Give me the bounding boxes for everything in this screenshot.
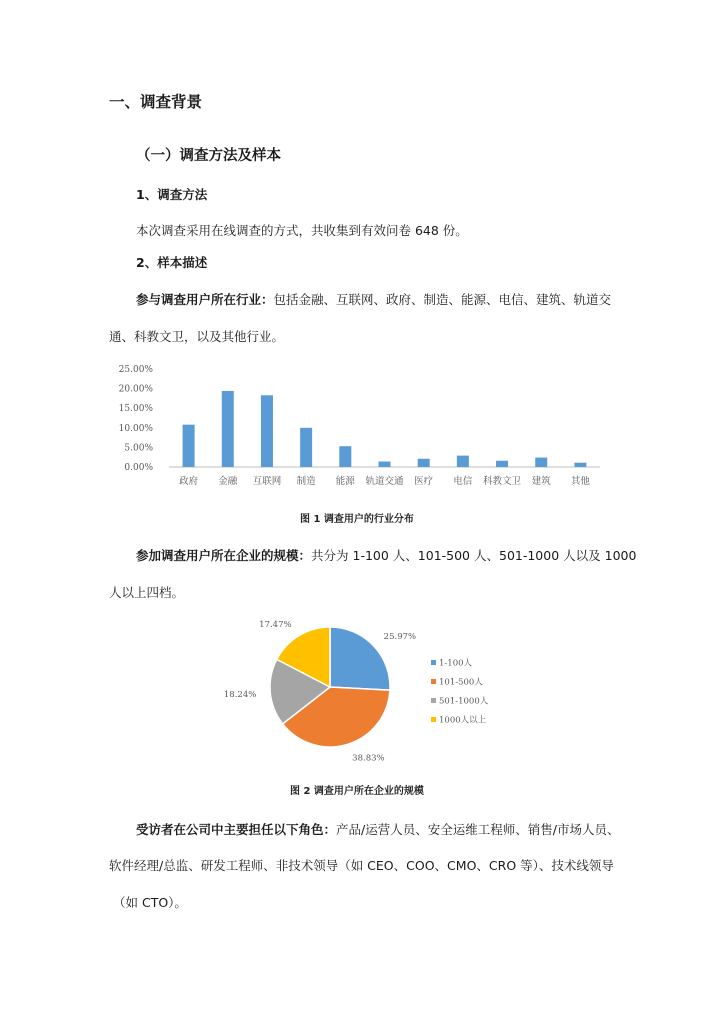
bar — [379, 462, 391, 467]
method-heading: 1、调查方法 — [136, 187, 208, 202]
x-tick-label: 建筑 — [531, 476, 551, 487]
pie-data-label: 38.83% — [352, 753, 385, 764]
legend-label: 1-100人 — [439, 658, 473, 669]
bar — [457, 456, 469, 467]
y-tick-label: 25.00% — [118, 365, 153, 375]
role-paragraph-line1 — [136, 820, 619, 838]
figure1-caption: 图 1 调查用户的行业分布 — [300, 514, 414, 525]
bar — [496, 461, 508, 467]
role-paragraph-line2: 软件经理/总监、研发工程师、非技术领导（如 CEO、COO、CMO、CRO 等）、技术线领导 — [109, 858, 614, 873]
legend-label: 1000人以上 — [439, 715, 487, 726]
x-tick-label: 金融 — [218, 476, 238, 487]
industry-label: 参与调查用户所在行业： — [136, 292, 274, 307]
pie-data-label: 18.24% — [223, 689, 257, 700]
legend-label: 101-500人 — [439, 677, 483, 688]
x-tick-label: 政府 — [179, 476, 199, 487]
y-tick-label: 15.00% — [118, 404, 153, 415]
industry-text: 包括金融、互联网、政府、制造、能源、电信、建筑、轨道交 — [273, 292, 612, 307]
x-tick-label: 医疗 — [414, 476, 434, 487]
sample-heading: 2、样本描述 — [136, 255, 208, 270]
y-tick-label: 0.00% — [124, 463, 153, 473]
bar — [418, 459, 430, 467]
pie-slice — [330, 627, 390, 690]
x-tick-label: 制造 — [296, 476, 316, 487]
scale-paragraph-line2: 人以上四档。 — [109, 585, 185, 600]
x-tick-label: 互联网 — [252, 476, 282, 487]
legend-swatch — [431, 660, 436, 665]
pie-data-label: 17.47% — [259, 619, 292, 630]
x-tick-label: 能源 — [335, 476, 355, 487]
x-tick-label: 科教文卫 — [483, 476, 522, 487]
bar — [574, 463, 586, 467]
role-label: 受访者在公司中主要担任以下角色： — [136, 822, 337, 837]
section-heading: 一、调查背景 — [109, 93, 203, 111]
x-tick-label: 电信 — [453, 476, 473, 487]
pie-data-label: 25.97% — [383, 632, 417, 643]
legend-label: 501-1000人 — [439, 696, 489, 707]
legend-swatch — [431, 679, 436, 684]
x-tick-label: 轨道交通 — [365, 476, 404, 487]
x-tick-label: 其他 — [570, 476, 590, 487]
y-tick-label: 20.00% — [118, 384, 153, 395]
bar — [300, 428, 312, 467]
scale-label: 参加调查用户所在企业的规模： — [136, 548, 312, 563]
bar — [535, 458, 547, 467]
scale-text: 共分为 1-100 人、101-500 人、501-1000 人以及 1000 — [311, 548, 637, 563]
bar — [339, 446, 351, 467]
legend-swatch — [431, 698, 436, 703]
role-paragraph-line3: （如 CTO）。 — [113, 895, 187, 910]
y-tick-label: 10.00% — [118, 423, 153, 434]
role-text: 产品/运营人员、安全运维工程师、销售/市场人员、 — [336, 822, 620, 837]
bar — [261, 395, 273, 467]
industry-bar-chart — [112, 358, 612, 498]
scale-paragraph-line1 — [136, 546, 636, 564]
bar — [222, 391, 234, 467]
legend-swatch — [431, 717, 436, 722]
figure2-caption: 图 2 调查用户所在企业的规模 — [290, 786, 424, 797]
company-size-pie-chart — [223, 615, 500, 765]
industry-paragraph-line1 — [136, 290, 611, 308]
subsection-heading: （一）调查方法及样本 — [136, 148, 281, 164]
y-tick-label: 5.00% — [124, 443, 153, 454]
method-paragraph: 本次调查采用在线调查的方式，共收集到有效问卷 648 份。 — [136, 223, 468, 238]
industry-paragraph-line2: 通、科教文卫，以及其他行业。 — [109, 329, 285, 344]
bar — [183, 425, 195, 467]
